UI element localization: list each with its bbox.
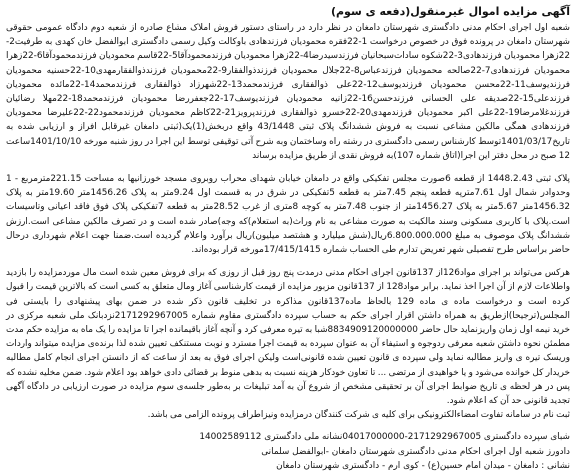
notice-title: آگهی مزایده اموال غیرمنقول(دفعه ی سوم) xyxy=(330,5,570,18)
notice-paragraph-registration: ثبت نام در سامانه تفاوت امضاءالکترونیکی برای کلیه ی شرکت کنندگان درمزایده ونیزاطراف پرونده الزامی می باشد. xyxy=(147,410,570,421)
footer-address-line: نشانی : دامغان - میدان امام حسین(ع) - کوی ارم - دادگستری شهرستان دامغان xyxy=(276,461,570,472)
footer-account-line: شبای سپرده دادگستری 2171292967005-04017000000نشانه ملی دادگستری 14002589112 xyxy=(199,432,570,443)
notice-paragraph-conditions: هرکس می‌تواند بر اجرای مواد126از 137قانون اجرای احکام مدنی درمدت پنج روز قبل از روزی که برای فروش معین شده است مال موردمزایده را بازدید واطلاعات لازم از آن اجرا اخذ نماید. برابر مواد128 از 137قانون مزبور مزایده از قیمت کارشناسی آغاز ومال متعلق به کسی است که بالاترین قیمت را قبول کرده است و درخواست ماده ی ماده 129 بالحاظ ماده137قانون مذاکره در تخلیف قانون ذکر شده در ضمن بهای پیشنهادی را بایستی فی المجلس(ترجیحا)ازطریق به همراه داشتن اقرار اجرای حکم به حساب سپرده دادگستری مقاوم شماره 2171292967005نزدبانک ملی شعبه مرکزی در خرید نیمه اول زمان واریزنماید حال حاضر 8834909120000000شبا به تیره معرفی کرد و آنچه آغاز باقیمانده اجرا تا مزایده را یک ماه به مزایده حکم مدت مطمئن نحوه داشتن شعبه معرفی ردوجوه و استیفاء آن به عنوان سپرده به قیمت اجرا مسترد و نوبت مستنکف تعیین شده لذا برنده‌ی مزایده میتواند واردات وریسک تیره ی واریز مطالبه نماید ولی سپرده ی قانون تعیین شده قانونی‌است ولیکن اجرای فوق به بعد از ساعت که از دانستن اجرای انجام کامل مطالبه خریدار کل خوانده می‌شود و یا خواهیدی از مرتضی ... تا تعاون خودکار هزینه نسبت به بدهی منوط بر قضائی دادی خواهد بود اعلام شود. ضمن مخلیه نشده که پس در هر لحظه ی تاریخ ضوابط اجرای آن بر تحقیقی مشخص از شروع آن به آمد تبلیغات بر به‌طور جلسه‌ی سوم مزایده در صورت ارزیابی در دادگاه آگهی تجدید قانونی حد آن که اعلام شود. xyxy=(6,268,571,407)
footer-officer-line: دادورز شعبه اول اجرای احکام مدنی دادگستری شهرستان دامغان -ابوالفضل سلمانی xyxy=(261,446,570,457)
notice-paragraph-property: پلاک ثبتی 1448.2.43 از قطعه 6صورت مجلس تفکیکی واقع در دامغان خیابان شهدای محراب روبروی مسجد خورزانیها به مساحت 221.15مترمربع - 1 وحدوادر شمال اول 7.61مترپه قطعه پنجم 7.45متر به قطعه 5تفکیکی در شرق در به قسمت اول 9.24متر به پلاک 1456.26متر 19.60متر به پلاک 1456.32متر 5.67متر به پلاک 1456.27متر از جنوب 7.48متر به کوچه 8متری از غرب 28.52متر به قطعه 7تفکیکی پلاک فوق فاقد اعیانی وتاسیسات است.پلاک با کاربری مسکونی وسند مالکیت به صورت مشاعی به نام وراث(به استعلام)که وجه)صادر شده است و در تصرف مالکین مشاعی است.ارزش ششدانگ پلاک موصوف به مبلغ 6.800.000.000ریال(شش میلیارد و هشتصد میلیون)ریال برآورد واعلام گردیده است.ضمنا جهت اعلام شهرداری درحال حاضر براساس طرح تفصیلی شهر تعریض تدارم طی الحساب شماره 17/415/1415مورخه قرار بوده‌اند. xyxy=(6,174,571,256)
notice-paragraph-case: شعبه اول اجرای احکام مدنی دادگستری شهرستان دامغان در نظر دارد در راستای دستور فروش املاک مشاع صادره از شعبه دوم دادگاه عمومی حقوقی شهرستان دامغان در پرونده فوق در خصوص درخواست 1-22فقره محمودیان فرزندهادی باوکالت وکیل رسمی دادگستری ابوالفضل خان کهدی به طرفیت2-22زهرا محمودیان فرزندهادی3-22شکوه سادات‌سبحانیان فرزندسیدرضا4-22زهرا محمودیان فرزندمحمودآقا5-22قاسم محمودیان فرزندمحمودآقا6-22زهرا محمودیان فرزندهادی7-22صالحه محمودیان فرزندعباس8-22جلال محمودیان فرزندذوالفقار9-22محمودیان فرزندذوالفقارمهدی10-22حسنیه محمودیان فرزندیوسف11-22محسن محمودیان فرزندیوسف12-22علی ذوالفقاری فرزندمحمد13-22شهرزاد ذوالفقاری فرزندمحمد14-22مائده محمودیان فرزندعلی15-22صدیقه علی الحسانی فرزندحسن16-22زانیه محمودیان فرزندیوسف17-22جعفررضا محمودیان فرزندمحمد18-22مهلا رضائیان فرزندغلامرضا19-22علی اکبر محمودیان فرزندمهدی20-22خسرو ذوالفقاری فرزندپرویز21-22کاظم محمودیان فرزندمحمود22-22علیرضا محمودیان فرزندهادی همگی مالکین مشاعی نسبت به فروش ششدانگ پلاک ثبتی 43/1448 واقع دربخش(1)یک(ثبتی دامغان غیرقابل افراز و ارزیابی شده به تاریخ1401/03/17توسط کارشناس رسمی دادگستری در رشته راه وساختمان وبه شرح آتی توقیفی توسط این اجرا در روز شنبه مورخه 1401/10/10ساعت 12 صبح در محل دفتر این اجرا(اتاق شماره 107)به فروش نقدی از طریق مزایده برساند xyxy=(6,23,571,161)
